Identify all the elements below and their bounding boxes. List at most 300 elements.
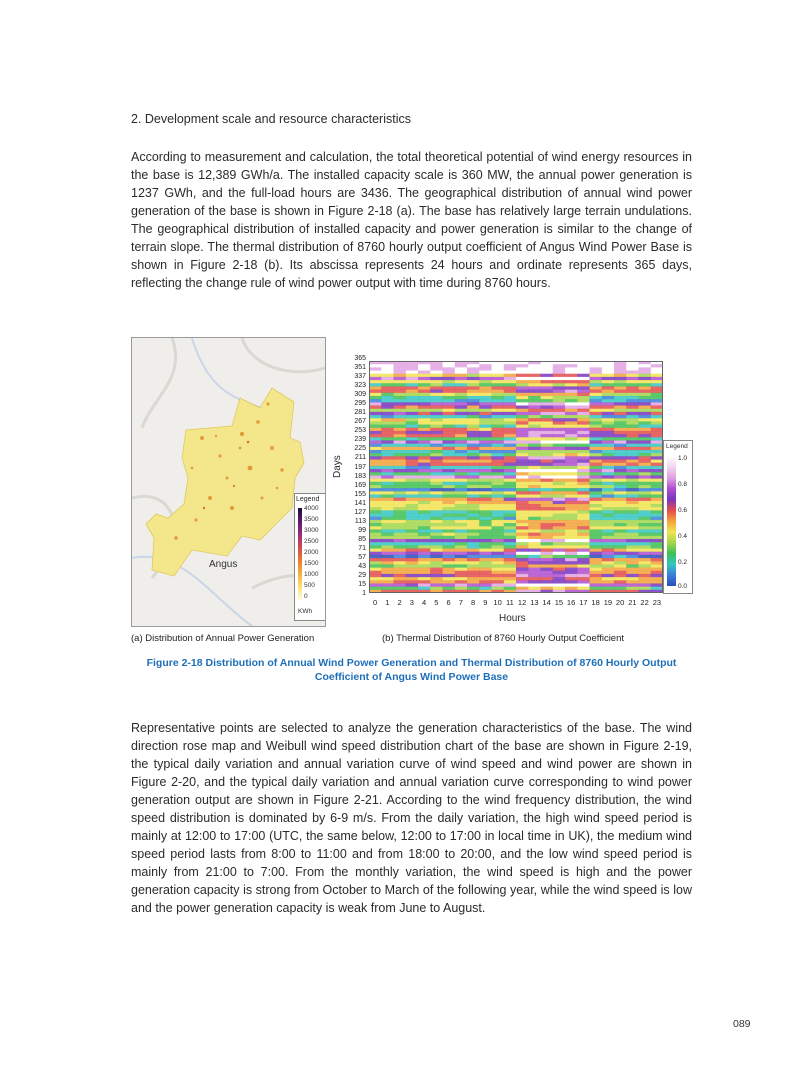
- heatmap-cell: [602, 494, 615, 497]
- heatmap-cell: [504, 514, 517, 517]
- heatmap-cell: [430, 396, 443, 399]
- heatmap-cell: [528, 469, 541, 472]
- heatmap-cell: [553, 526, 566, 529]
- heatmap-cell: [626, 402, 639, 405]
- heatmap-cell: [406, 472, 419, 475]
- heatmap-cell: [369, 561, 382, 564]
- heatmap-cell: [651, 536, 663, 539]
- heatmap-cell: [443, 431, 456, 434]
- heatmap-cell: [467, 510, 480, 513]
- heatmap-cell: [430, 514, 443, 517]
- heatmap-cell: [406, 383, 419, 386]
- heatmap-cell: [577, 383, 590, 386]
- heatmap-cell: [394, 555, 407, 558]
- heatmap-cell: [577, 402, 590, 405]
- heatmap-cell: [553, 555, 566, 558]
- heatmap-cell: [418, 580, 431, 583]
- heatmap-cell: [651, 390, 663, 393]
- heatmap-cell: [614, 583, 627, 586]
- heatmap-cell: [455, 393, 468, 396]
- heatmap-cell: [528, 475, 541, 478]
- heatmap-cell: [443, 450, 456, 453]
- heatmap-cell: [369, 574, 382, 577]
- heatmap-cell: [590, 564, 603, 567]
- heatmap-cell: [590, 501, 603, 504]
- heatmap-cell: [479, 380, 492, 383]
- heatmap-cell: [614, 409, 627, 412]
- heatmap-cell: [467, 405, 480, 408]
- heatmap-cell: [541, 371, 554, 374]
- heatmap-cell: [504, 390, 517, 393]
- y-tick-label: 127: [354, 508, 366, 516]
- heatmap-cell: [614, 479, 627, 482]
- heatmap-cell: [406, 482, 419, 485]
- heatmap-cell: [381, 568, 394, 571]
- heatmap-cell: [516, 523, 529, 526]
- heatmap-cell: [479, 405, 492, 408]
- heatmap-cell: [516, 583, 529, 586]
- heatmap-cell: [381, 507, 394, 510]
- heatmap-cell: [651, 587, 663, 590]
- heatmap-cell: [479, 561, 492, 564]
- heatmap-cell: [430, 450, 443, 453]
- heatmap-cell: [639, 428, 652, 431]
- heatmap-cell: [590, 434, 603, 437]
- heatmap-cell: [418, 415, 431, 418]
- heatmap-cell: [639, 412, 652, 415]
- heatmap-cell: [565, 463, 578, 466]
- heatmap-cell: [639, 425, 652, 428]
- heatmap-cell: [651, 444, 663, 447]
- heatmap-cell: [430, 469, 443, 472]
- heatmap-cell: [565, 437, 578, 440]
- heatmap-cell: [479, 485, 492, 488]
- heatmap-cell: [455, 472, 468, 475]
- heatmap-cell: [577, 460, 590, 463]
- heatmap-cell: [418, 393, 431, 396]
- heatmap-cell: [467, 425, 480, 428]
- heatmap-cell: [528, 510, 541, 513]
- heatmap-cell: [381, 577, 394, 580]
- heatmap-cell: [614, 587, 627, 590]
- heatmap-cell: [553, 386, 566, 389]
- heatmap-cell: [406, 514, 419, 517]
- heatmap-cell: [369, 564, 382, 567]
- heatmap-cell: [381, 491, 394, 494]
- heatmap-cell: [639, 475, 652, 478]
- heatmap-cell: [651, 393, 663, 396]
- heatmap-cell: [381, 574, 394, 577]
- heatmap-cell: [394, 367, 407, 370]
- heatmap-cell: [639, 561, 652, 564]
- heatmap-cell: [553, 571, 566, 574]
- heatmap-cell: [590, 542, 603, 545]
- heatmap-cell: [626, 510, 639, 513]
- heatmap-cell: [528, 580, 541, 583]
- heatmap-cell: [455, 466, 468, 469]
- heatmap-cell: [553, 456, 566, 459]
- heatmap-cell: [492, 390, 505, 393]
- heatmap-cell: [455, 418, 468, 421]
- heatmap-cell: [541, 485, 554, 488]
- heatmap-cell: [614, 494, 627, 497]
- heatmap-cell: [565, 377, 578, 380]
- heatmap-cell: [467, 479, 480, 482]
- heatmap-cell: [590, 545, 603, 548]
- heatmap-cell: [381, 482, 394, 485]
- heatmap-cell: [394, 390, 407, 393]
- heatmap-cell: [406, 526, 419, 529]
- heatmap-cell: [418, 367, 431, 370]
- heatmap-cell: [639, 587, 652, 590]
- heatmap-cell: [577, 431, 590, 434]
- heatmap-cell: [455, 504, 468, 507]
- heatmap-cell: [418, 460, 431, 463]
- heatmap-cell: [553, 444, 566, 447]
- heatmap-cell: [406, 447, 419, 450]
- heatmap-cell: [553, 396, 566, 399]
- heatmap-cell: [430, 380, 443, 383]
- heatmap-cell: [467, 494, 480, 497]
- heatmap-cell: [565, 440, 578, 443]
- heatmap-cell: [369, 517, 382, 520]
- heatmap-cell: [553, 504, 566, 507]
- heatmap-cell: [639, 434, 652, 437]
- heatmap-cell: [590, 507, 603, 510]
- heatmap-cell: [443, 568, 456, 571]
- heatmap-cell: [394, 425, 407, 428]
- heatmap-cell: [492, 561, 505, 564]
- heatmap-cell: [553, 412, 566, 415]
- heatmap-cell: [369, 415, 382, 418]
- heatmap-cell: [369, 583, 382, 586]
- heatmap-cell: [639, 380, 652, 383]
- heatmap-cell: [394, 583, 407, 586]
- heatmap-cell: [394, 568, 407, 571]
- heatmap-cell: [443, 412, 456, 415]
- heatmap-cell: [381, 409, 394, 412]
- heatmap-cell: [565, 434, 578, 437]
- heatmap-cell: [394, 371, 407, 374]
- heatmap-cell: [614, 421, 627, 424]
- heatmap-cell: [565, 571, 578, 574]
- heatmap-cell: [528, 431, 541, 434]
- heatmap-cell: [602, 523, 615, 526]
- heatmap-cell: [602, 390, 615, 393]
- heatmap-cell: [651, 377, 663, 380]
- heatmap-cell: [541, 539, 554, 542]
- heatmap-cell: [541, 390, 554, 393]
- heatmap-cell: [614, 514, 627, 517]
- heatmap-x-axis-title: Hours: [499, 613, 526, 624]
- heatmap-cell: [639, 456, 652, 459]
- heatmap-cell: [504, 472, 517, 475]
- heatmap-cell: [590, 444, 603, 447]
- heatmap-cell: [369, 377, 382, 380]
- heatmap-cell: [418, 482, 431, 485]
- heatmap-cell: [479, 437, 492, 440]
- heatmap-cell: [369, 552, 382, 555]
- heatmap-cell: [479, 555, 492, 558]
- heatmap-cell: [516, 494, 529, 497]
- heatmap-cell: [602, 501, 615, 504]
- heatmap-cell: [430, 399, 443, 402]
- heatmap-cell: [394, 488, 407, 491]
- heatmap-cell: [639, 393, 652, 396]
- heatmap-cell: [406, 469, 419, 472]
- heatmap-cell: [381, 552, 394, 555]
- heatmap-cell: [479, 383, 492, 386]
- heatmap-cell: [394, 396, 407, 399]
- heatmap-cell: [467, 558, 480, 561]
- heatmap-cell: [479, 520, 492, 523]
- heatmap-cell: [516, 485, 529, 488]
- heatmap-cell: [614, 555, 627, 558]
- heatmap-cell: [565, 380, 578, 383]
- heatmap-cell: [467, 552, 480, 555]
- heatmap-cell: [651, 520, 663, 523]
- heatmap-cell: [455, 399, 468, 402]
- heatmap-cell: [430, 440, 443, 443]
- heatmap-cell: [492, 533, 505, 536]
- heatmap-cell: [418, 539, 431, 542]
- heatmap-cell: [430, 587, 443, 590]
- heatmap-cell: [369, 577, 382, 580]
- heatmap-cell: [467, 498, 480, 501]
- heatmap-cell: [614, 561, 627, 564]
- heatmap-cell: [651, 374, 663, 377]
- heatmap-cell: [516, 466, 529, 469]
- heatmap-cell: [492, 425, 505, 428]
- heatmap-cell: [590, 491, 603, 494]
- heatmap-cell: [577, 488, 590, 491]
- heatmap-cell: [602, 367, 615, 370]
- heatmap-cell: [541, 568, 554, 571]
- heatmap-cell: [516, 412, 529, 415]
- heatmap-cell: [626, 568, 639, 571]
- heatmap-cell: [516, 364, 529, 367]
- heatmap-cell: [528, 412, 541, 415]
- heatmap-cell: [528, 501, 541, 504]
- heatmap-cell: [443, 460, 456, 463]
- heatmap-cell: [590, 371, 603, 374]
- heatmap-cell: [639, 491, 652, 494]
- heatmap-cell: [369, 536, 382, 539]
- heatmap-cell: [406, 367, 419, 370]
- heatmap-cell: [541, 561, 554, 564]
- heatmap-cell: [406, 440, 419, 443]
- heatmap-cell: [504, 469, 517, 472]
- heatmap-cell: [602, 580, 615, 583]
- heatmap-cell: [430, 533, 443, 536]
- heatmap-cell: [492, 482, 505, 485]
- heatmap-cell: [430, 418, 443, 421]
- heatmap-cell: [455, 415, 468, 418]
- y-tick-label: 239: [354, 436, 366, 444]
- heatmap-y-axis-title: Days: [332, 455, 343, 478]
- heatmap-cell: [577, 434, 590, 437]
- heatmap-cell: [651, 498, 663, 501]
- heatmap-cell: [614, 501, 627, 504]
- heatmap-cell: [553, 393, 566, 396]
- heatmap-cell: [626, 428, 639, 431]
- heatmap-cell: [639, 405, 652, 408]
- heatmap-cell: [430, 472, 443, 475]
- heatmap-cell: [418, 583, 431, 586]
- y-tick-label: 183: [354, 472, 366, 480]
- heatmap-cell: [455, 545, 468, 548]
- heatmap-cell: [553, 399, 566, 402]
- x-tick-label: 10: [493, 598, 502, 607]
- heatmap-cell: [430, 374, 443, 377]
- heatmap-cell: [639, 390, 652, 393]
- heatmap-cell: [430, 517, 443, 520]
- heatmap-cell: [504, 412, 517, 415]
- heatmap-cell: [406, 488, 419, 491]
- heatmap-cell: [369, 485, 382, 488]
- heatmap-cell: [651, 514, 663, 517]
- heatmap-cell: [577, 539, 590, 542]
- heatmap-cell: [577, 571, 590, 574]
- heatmap-cell: [479, 402, 492, 405]
- heatmap-cell: [516, 390, 529, 393]
- heatmap-cell: [479, 571, 492, 574]
- heatmap-cell: [602, 374, 615, 377]
- heatmap-cell: [651, 539, 663, 542]
- heatmap-cell: [626, 536, 639, 539]
- heatmap-cell: [492, 558, 505, 561]
- heatmap-cell: [504, 386, 517, 389]
- heatmap-cell: [406, 507, 419, 510]
- heatmap-cell: [553, 364, 566, 367]
- heatmap-cell: [541, 418, 554, 421]
- heatmap-cell: [614, 390, 627, 393]
- heatmap-cell: [455, 469, 468, 472]
- heatmap-cell: [602, 536, 615, 539]
- legend-color-bar: [667, 456, 676, 586]
- heatmap-cell: [553, 463, 566, 466]
- heatmap-cell: [590, 402, 603, 405]
- heatmap-cell: [590, 517, 603, 520]
- heatmap-cell: [639, 469, 652, 472]
- y-tick-label: 43: [358, 562, 366, 570]
- heatmap-cell: [492, 514, 505, 517]
- heatmap-cell: [479, 491, 492, 494]
- heatmap-cell: [541, 577, 554, 580]
- heatmap-cell: [565, 485, 578, 488]
- heatmap-cell: [528, 523, 541, 526]
- heatmap-cell: [565, 399, 578, 402]
- heatmap-cell: [492, 383, 505, 386]
- heatmap-cell: [467, 431, 480, 434]
- heatmap-cell: [651, 431, 663, 434]
- x-tick-label: 4: [422, 598, 427, 607]
- heatmap-cell: [430, 437, 443, 440]
- heatmap-cell: [565, 472, 578, 475]
- heatmap-cell: [381, 456, 394, 459]
- heatmap-cell: [553, 428, 566, 431]
- heatmap-cell: [614, 434, 627, 437]
- heatmap-cell: [504, 587, 517, 590]
- heatmap-cell: [430, 460, 443, 463]
- heatmap-cell: [430, 552, 443, 555]
- heatmap-cell: [651, 469, 663, 472]
- heatmap-cell: [602, 526, 615, 529]
- heatmap-cell: [443, 383, 456, 386]
- heatmap-cell: [577, 367, 590, 370]
- heatmap-cell: [553, 371, 566, 374]
- heatmap-cell: [553, 469, 566, 472]
- heatmap-cell: [443, 425, 456, 428]
- y-tick-label: 253: [354, 427, 366, 435]
- heatmap-cell: [626, 418, 639, 421]
- heatmap-cell: [443, 491, 456, 494]
- heatmap-cell: [406, 371, 419, 374]
- heatmap-cell: [590, 412, 603, 415]
- heatmap-cell: [455, 558, 468, 561]
- heatmap-cell: [467, 374, 480, 377]
- heatmap-cell: [504, 428, 517, 431]
- heatmap-cell: [639, 580, 652, 583]
- heatmap-cell: [492, 526, 505, 529]
- heatmap-cell: [479, 450, 492, 453]
- heatmap-cell: [418, 386, 431, 389]
- heatmap-cell: [565, 475, 578, 478]
- heatmap-cell: [577, 542, 590, 545]
- heatmap-cell: [492, 402, 505, 405]
- heatmap-cell: [492, 469, 505, 472]
- heatmap-cell: [369, 390, 382, 393]
- heatmap-cell: [626, 383, 639, 386]
- heatmap-cell: [516, 399, 529, 402]
- heatmap-cell: [492, 536, 505, 539]
- heatmap-cell: [467, 568, 480, 571]
- heatmap-cell: [516, 558, 529, 561]
- heatmap-cell: [577, 466, 590, 469]
- heatmap-cell: [651, 526, 663, 529]
- x-tick-label: 22: [640, 598, 649, 607]
- heatmap-cell: [455, 386, 468, 389]
- heatmap-cell: [590, 364, 603, 367]
- heatmap-cell: [455, 450, 468, 453]
- heatmap-cell: [394, 507, 407, 510]
- heatmap-cell: [381, 428, 394, 431]
- heatmap-cell: [492, 434, 505, 437]
- heatmap-cell: [467, 390, 480, 393]
- heatmap-cell: [541, 529, 554, 532]
- heatmap-cell: [479, 399, 492, 402]
- heatmap-cell: [553, 523, 566, 526]
- heatmap-cell: [504, 501, 517, 504]
- heatmap-cell: [541, 574, 554, 577]
- heatmap-cell: [479, 488, 492, 491]
- heatmap-cell: [504, 504, 517, 507]
- heatmap-cell: [394, 571, 407, 574]
- heatmap-cell: [504, 463, 517, 466]
- heatmap-cell: [443, 415, 456, 418]
- heatmap-cell: [553, 533, 566, 536]
- heatmap-cell: [479, 434, 492, 437]
- paragraph-intro: According to measurement and calculation, the total theoretical potential of wind energy resources in the base is 12,389 GWh/a. The installed capacity scale is 360 MW, the annual power generation is 1237 GWh, and the full-load hours are 3436. The geographical distribution of annual wind power generation of the base is shown in Figure 2-18 (a). The base has relatively large terrain undulations. The geographical distribution of installed capacity and power generation is similar to the change of terrain slope. The thermal distribution of 8760 hourly output coefficient of Angus Wind Power Base is shown in Figure 2-18 (b). Its abscissa represents 24 hours and ordinate represents 365 days, reflecting the change rule of wind power output with time during 8760 hours.: [131, 150, 692, 290]
- heatmap-cell: [541, 520, 554, 523]
- heatmap-cell: [430, 549, 443, 552]
- heatmap-cell: [418, 529, 431, 532]
- heatmap-cell: [369, 409, 382, 412]
- heatmap-cell: [553, 390, 566, 393]
- heatmap-cell: [369, 587, 382, 590]
- heatmap-cell: [528, 453, 541, 456]
- heatmap-cell: [516, 545, 529, 548]
